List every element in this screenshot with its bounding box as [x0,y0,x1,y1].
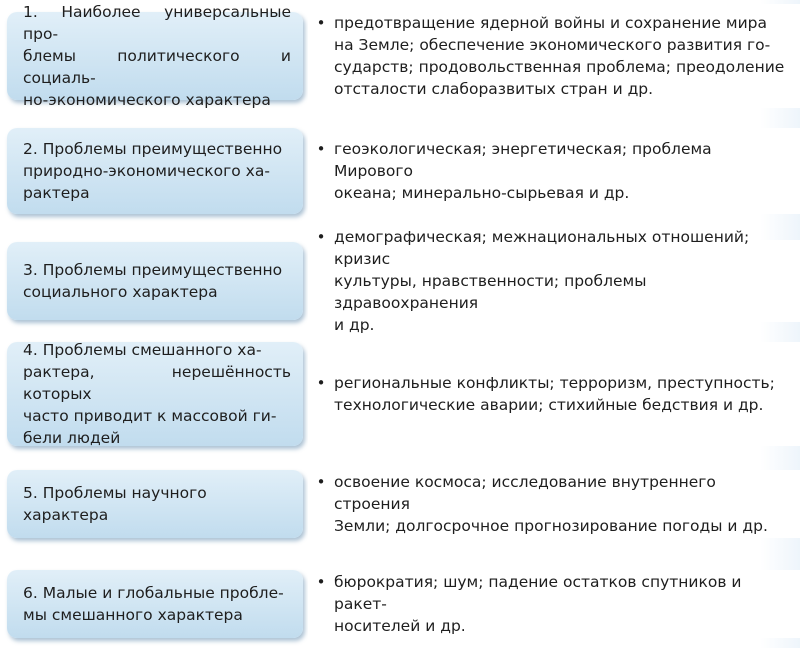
category-box [7,470,303,538]
category-label: 2. Проблемы преимущественно природно-экономического ха- рактера [23,140,283,202]
bullet-icon: • [316,573,326,591]
description-text: региональные конфликты; терроризм, преступность; технологические аварии; стихийные бедствия и др. [334,374,775,414]
description-list [308,128,800,214]
description-list [308,228,800,334]
category-box [7,3,303,109]
list-item [308,12,792,100]
list-item [308,571,792,637]
list-item [308,471,792,537]
category-label: 3. Проблемы преимущественно социального характера [23,261,283,301]
category-label: 6. Малые и глобальные пробле- мы смешанного характера [23,584,284,624]
list-item [308,138,792,204]
category-label: 1. Наиболее универсальные про- блемы политического и социаль- но-экономического характера [23,3,291,109]
list-item [308,372,792,416]
category-label: 5. Проблемы научного характера [23,484,207,524]
description-list [308,570,800,638]
bullet-icon: • [316,228,326,246]
description-text: бюрократия; шум; падение остатков спутников и ракет- носителей и др. [334,573,742,635]
description-text: предотвращение ядерной войны и сохранение мира на Земле; обеспечение экономического развития го- сударств; продовольственная проблема; преодоление отсталости слаборазвитых стран и др. [334,14,785,98]
bullet-icon: • [316,14,326,32]
category-label: 4. Проблемы смешанного ха- рактера, нерешённость которых часто приводит к массовой ги- бели людей [23,341,291,447]
category-box [7,128,303,214]
list-item [308,226,792,336]
bullet-icon: • [316,140,326,158]
description-text: освоение космоса; исследование внутреннего строения Земли; долгосрочное прогнозирование погоды и др. [334,473,768,535]
category-box [7,242,303,320]
category-box [7,342,303,446]
description-text: демографическая; межнациональных отношений; кризис культуры, нравственности; проблемы здравоохранения и др. [334,228,750,334]
bullet-icon: • [316,473,326,491]
description-list [308,470,800,538]
description-list [308,4,800,108]
description-list [308,342,800,446]
description-text: геоэкологическая; энергетическая; проблема Мирового океана; минерально-сырьевая и др. [334,140,712,202]
bullet-icon: • [316,374,326,392]
category-box [7,570,303,638]
